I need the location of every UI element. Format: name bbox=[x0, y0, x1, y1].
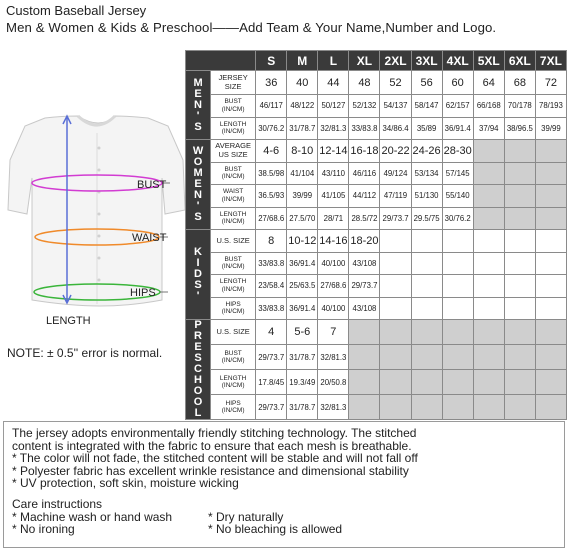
table-cell: 16-18 bbox=[349, 140, 380, 163]
empty-cell bbox=[349, 395, 380, 420]
table-cell: 29/73.7 bbox=[256, 345, 287, 370]
table-cell: 10-12 bbox=[287, 230, 318, 253]
care-item: * No bleaching is allowed bbox=[208, 522, 343, 537]
empty-cell bbox=[380, 320, 411, 345]
empty-cell bbox=[442, 252, 473, 275]
table-cell: 40/100 bbox=[318, 252, 349, 275]
product-info-box bbox=[3, 421, 565, 548]
empty-cell bbox=[380, 297, 411, 320]
table-cell: 27/68.6 bbox=[318, 275, 349, 298]
row-label: BUST (IN/CM) bbox=[211, 252, 256, 275]
table-cell: 55/140 bbox=[442, 185, 473, 208]
table-cell: 8-10 bbox=[287, 140, 318, 163]
group-label-3: P R E S C H O O L bbox=[186, 320, 211, 420]
table-cell: 58/147 bbox=[411, 95, 442, 118]
empty-cell bbox=[473, 207, 504, 230]
row-label: HIPS (IN/CM) bbox=[211, 395, 256, 420]
page-subtitle: Men & Women & Kids & Preschool——Add Team & Your Name,Number and Logo. bbox=[6, 20, 497, 35]
care-item: * Machine wash or hand wash bbox=[12, 509, 173, 524]
bust-label: BUST bbox=[137, 179, 167, 191]
table-cell: 52 bbox=[380, 71, 411, 95]
table-cell: 62/157 bbox=[442, 95, 473, 118]
empty-cell bbox=[535, 320, 566, 345]
size-column-header: 3XL bbox=[411, 51, 442, 71]
table-cell: 51/130 bbox=[411, 185, 442, 208]
empty-cell bbox=[473, 370, 504, 395]
hips-label: HIPS bbox=[130, 287, 156, 299]
empty-cell bbox=[535, 185, 566, 208]
table-cell: 44/112 bbox=[349, 185, 380, 208]
size-chart-table bbox=[185, 50, 567, 420]
feature-line: * UV protection, soft skin, moisture wicking bbox=[12, 476, 239, 491]
table-cell: 28.5/72 bbox=[349, 207, 380, 230]
table-cell: 43/110 bbox=[318, 162, 349, 185]
table-cell: 33/83.8 bbox=[256, 252, 287, 275]
empty-cell bbox=[442, 370, 473, 395]
table-cell: 38/96.5 bbox=[504, 117, 535, 140]
table-cell: 31/78.7 bbox=[287, 395, 318, 420]
table-row bbox=[186, 71, 567, 95]
empty-cell bbox=[535, 395, 566, 420]
table-cell: 5-6 bbox=[287, 320, 318, 345]
row-label: LENGTH (IN/CM) bbox=[211, 117, 256, 140]
jersey-illustration bbox=[8, 116, 185, 306]
size-column-header: 2XL bbox=[380, 51, 411, 71]
table-cell: 36.5/93 bbox=[256, 185, 287, 208]
table-cell: 7 bbox=[318, 320, 349, 345]
table-cell: 31/78.7 bbox=[287, 345, 318, 370]
feature-line: * The color will not fade, the stitched content will be stable and will not fall off bbox=[12, 451, 418, 466]
empty-cell bbox=[473, 162, 504, 185]
empty-cell bbox=[504, 345, 535, 370]
empty-cell bbox=[411, 252, 442, 275]
feature-line: * Polyester fabric has excellent wrinkle resistance and dimensional stability bbox=[12, 463, 409, 478]
table-cell: 41/105 bbox=[318, 185, 349, 208]
table-cell: 34/86.4 bbox=[380, 117, 411, 140]
group-label-1: W O M E N ' S bbox=[186, 140, 211, 230]
table-cell: 32/81.3 bbox=[318, 117, 349, 140]
table-cell: 28-30 bbox=[442, 140, 473, 163]
care-item: * Dry naturally bbox=[208, 509, 284, 524]
empty-cell bbox=[504, 185, 535, 208]
jersey-measurement-diagram bbox=[0, 46, 185, 376]
table-row bbox=[186, 320, 567, 345]
empty-cell bbox=[504, 207, 535, 230]
empty-cell bbox=[473, 140, 504, 163]
table-cell: 14-16 bbox=[318, 230, 349, 253]
empty-cell bbox=[504, 320, 535, 345]
group-label-0: M E N ' S bbox=[186, 71, 211, 140]
empty-cell bbox=[504, 297, 535, 320]
table-cell: 39/99 bbox=[287, 185, 318, 208]
empty-cell bbox=[349, 345, 380, 370]
table-cell: 40/100 bbox=[318, 297, 349, 320]
size-column-header: XL bbox=[349, 51, 380, 71]
table-cell: 17.8/45 bbox=[256, 370, 287, 395]
empty-cell bbox=[442, 345, 473, 370]
size-column-header: M bbox=[287, 51, 318, 71]
empty-cell bbox=[442, 395, 473, 420]
table-row bbox=[186, 252, 567, 275]
size-column-header: 7XL bbox=[535, 51, 566, 71]
empty-cell bbox=[504, 230, 535, 253]
table-row bbox=[186, 95, 567, 118]
row-label: WAIST (IN/CM) bbox=[211, 185, 256, 208]
row-label: BUST (IN/CM) bbox=[211, 345, 256, 370]
table-cell: 29/73.7 bbox=[380, 207, 411, 230]
table-cell: 36/91.4 bbox=[287, 252, 318, 275]
empty-cell bbox=[442, 297, 473, 320]
table-cell: 32/81.3 bbox=[318, 395, 349, 420]
table-row bbox=[186, 140, 567, 163]
table-cell: 35/89 bbox=[411, 117, 442, 140]
table-cell: 8 bbox=[256, 230, 287, 253]
empty-cell bbox=[504, 252, 535, 275]
table-row bbox=[186, 297, 567, 320]
table-cell: 47/119 bbox=[380, 185, 411, 208]
size-column-header: 6XL bbox=[504, 51, 535, 71]
empty-cell bbox=[411, 230, 442, 253]
empty-cell bbox=[473, 395, 504, 420]
table-cell: 54/137 bbox=[380, 95, 411, 118]
table-cell: 53/134 bbox=[411, 162, 442, 185]
table-cell: 12-14 bbox=[318, 140, 349, 163]
table-row bbox=[186, 345, 567, 370]
empty-cell bbox=[411, 370, 442, 395]
header-corner bbox=[186, 51, 256, 71]
table-cell: 46/117 bbox=[256, 95, 287, 118]
table-cell: 19.3/49 bbox=[287, 370, 318, 395]
size-column-header: S bbox=[256, 51, 287, 71]
empty-cell bbox=[411, 297, 442, 320]
empty-cell bbox=[473, 320, 504, 345]
tolerance-note: NOTE: ± 0.5'' error is normal. bbox=[7, 346, 163, 360]
empty-cell bbox=[349, 320, 380, 345]
length-label: LENGTH bbox=[46, 315, 91, 327]
feature-line: The jersey adopts environmentally friendly stitching technology. The stitched bbox=[12, 426, 417, 440]
table-cell: 43/108 bbox=[349, 252, 380, 275]
table-cell: 23/58.4 bbox=[256, 275, 287, 298]
empty-cell bbox=[442, 230, 473, 253]
empty-cell bbox=[442, 320, 473, 345]
row-label: JERSEY SIZE bbox=[211, 71, 256, 95]
table-cell: 41/104 bbox=[287, 162, 318, 185]
empty-cell bbox=[442, 275, 473, 298]
table-cell: 30/76.2 bbox=[256, 117, 287, 140]
empty-cell bbox=[535, 140, 566, 163]
row-label: BUST (IN/CM) bbox=[211, 162, 256, 185]
empty-cell bbox=[380, 230, 411, 253]
size-header-row bbox=[186, 51, 567, 71]
table-cell: 25/63.5 bbox=[287, 275, 318, 298]
table-cell: 40 bbox=[287, 71, 318, 95]
empty-cell bbox=[411, 320, 442, 345]
empty-cell bbox=[349, 370, 380, 395]
table-row bbox=[186, 185, 567, 208]
row-label: LENGTH (IN/CM) bbox=[211, 207, 256, 230]
table-cell: 46/116 bbox=[349, 162, 380, 185]
row-label: HIPS (IN/CM) bbox=[211, 297, 256, 320]
row-label: LENGTH (IN/CM) bbox=[211, 370, 256, 395]
table-cell: 29/73.7 bbox=[256, 395, 287, 420]
empty-cell bbox=[473, 297, 504, 320]
table-cell: 50/127 bbox=[318, 95, 349, 118]
table-cell: 44 bbox=[318, 71, 349, 95]
table-cell: 72 bbox=[535, 71, 566, 95]
table-cell: 33/83.8 bbox=[256, 297, 287, 320]
feature-line: content is integrated with the fabric to ensure that each mesh is breathable. bbox=[12, 438, 412, 453]
table-row bbox=[186, 230, 567, 253]
table-cell: 32/81.3 bbox=[318, 345, 349, 370]
table-cell: 48 bbox=[349, 71, 380, 95]
empty-cell bbox=[504, 275, 535, 298]
table-cell: 56 bbox=[411, 71, 442, 95]
empty-cell bbox=[535, 297, 566, 320]
empty-cell bbox=[473, 252, 504, 275]
table-row bbox=[186, 207, 567, 230]
table-cell: 18-20 bbox=[349, 230, 380, 253]
table-row bbox=[186, 162, 567, 185]
table-cell: 24-26 bbox=[411, 140, 442, 163]
table-cell: 78/193 bbox=[535, 95, 566, 118]
empty-cell bbox=[380, 252, 411, 275]
table-cell: 57/145 bbox=[442, 162, 473, 185]
row-label: LENGTH (IN/CM) bbox=[211, 275, 256, 298]
table-cell: 39/99 bbox=[535, 117, 566, 140]
row-label: AVERAGE US SIZE bbox=[211, 140, 256, 163]
table-cell: 29/73.7 bbox=[349, 275, 380, 298]
row-label: U.S. SIZE bbox=[211, 320, 256, 345]
empty-cell bbox=[535, 230, 566, 253]
empty-cell bbox=[535, 162, 566, 185]
table-cell: 27/68.6 bbox=[256, 207, 287, 230]
row-label: U.S. SIZE bbox=[211, 230, 256, 253]
empty-cell bbox=[380, 275, 411, 298]
table-row bbox=[186, 117, 567, 140]
group-label-2: K I D S ' bbox=[186, 230, 211, 320]
empty-cell bbox=[504, 370, 535, 395]
empty-cell bbox=[535, 207, 566, 230]
empty-cell bbox=[411, 395, 442, 420]
table-cell: 20/50.8 bbox=[318, 370, 349, 395]
empty-cell bbox=[380, 345, 411, 370]
table-cell: 27.5/70 bbox=[287, 207, 318, 230]
empty-cell bbox=[473, 275, 504, 298]
empty-cell bbox=[504, 162, 535, 185]
table-cell: 28/71 bbox=[318, 207, 349, 230]
table-cell: 66/168 bbox=[473, 95, 504, 118]
feature-list bbox=[12, 427, 556, 490]
empty-cell bbox=[504, 140, 535, 163]
table-cell: 38.5/98 bbox=[256, 162, 287, 185]
page-title: Custom Baseball Jersey bbox=[6, 3, 147, 18]
table-cell: 30/76.2 bbox=[442, 207, 473, 230]
care-list-right bbox=[208, 511, 342, 536]
table-cell: 52/132 bbox=[349, 95, 380, 118]
table-row bbox=[186, 395, 567, 420]
empty-cell bbox=[473, 185, 504, 208]
empty-cell bbox=[380, 395, 411, 420]
empty-cell bbox=[380, 370, 411, 395]
empty-cell bbox=[411, 275, 442, 298]
table-row bbox=[186, 275, 567, 298]
table-cell: 36 bbox=[256, 71, 287, 95]
size-column-header: L bbox=[318, 51, 349, 71]
table-cell: 49/124 bbox=[380, 162, 411, 185]
care-title: Care instructions bbox=[12, 496, 103, 511]
table-cell: 29.5/75 bbox=[411, 207, 442, 230]
empty-cell bbox=[504, 395, 535, 420]
table-cell: 68 bbox=[504, 71, 535, 95]
table-cell: 4-6 bbox=[256, 140, 287, 163]
care-list-left bbox=[12, 511, 208, 536]
care-item: * No ironing bbox=[12, 522, 75, 537]
empty-cell bbox=[411, 345, 442, 370]
table-cell: 43/108 bbox=[349, 297, 380, 320]
waist-label: WAIST bbox=[132, 232, 167, 244]
table-cell: 31/78.7 bbox=[287, 117, 318, 140]
table-cell: 48/122 bbox=[287, 95, 318, 118]
table-cell: 36/91.4 bbox=[442, 117, 473, 140]
table-cell: 4 bbox=[256, 320, 287, 345]
table-cell: 33/83.8 bbox=[349, 117, 380, 140]
empty-cell bbox=[473, 345, 504, 370]
table-cell: 37/94 bbox=[473, 117, 504, 140]
size-column-header: 4XL bbox=[442, 51, 473, 71]
table-cell: 60 bbox=[442, 71, 473, 95]
table-cell: 36/91.4 bbox=[287, 297, 318, 320]
empty-cell bbox=[535, 252, 566, 275]
table-cell: 64 bbox=[473, 71, 504, 95]
empty-cell bbox=[535, 370, 566, 395]
empty-cell bbox=[473, 230, 504, 253]
table-row bbox=[186, 370, 567, 395]
table-cell: 70/178 bbox=[504, 95, 535, 118]
size-column-header: 5XL bbox=[473, 51, 504, 71]
empty-cell bbox=[535, 275, 566, 298]
table-cell: 20-22 bbox=[380, 140, 411, 163]
empty-cell bbox=[535, 345, 566, 370]
row-label: BUST (IN/CM) bbox=[211, 95, 256, 118]
